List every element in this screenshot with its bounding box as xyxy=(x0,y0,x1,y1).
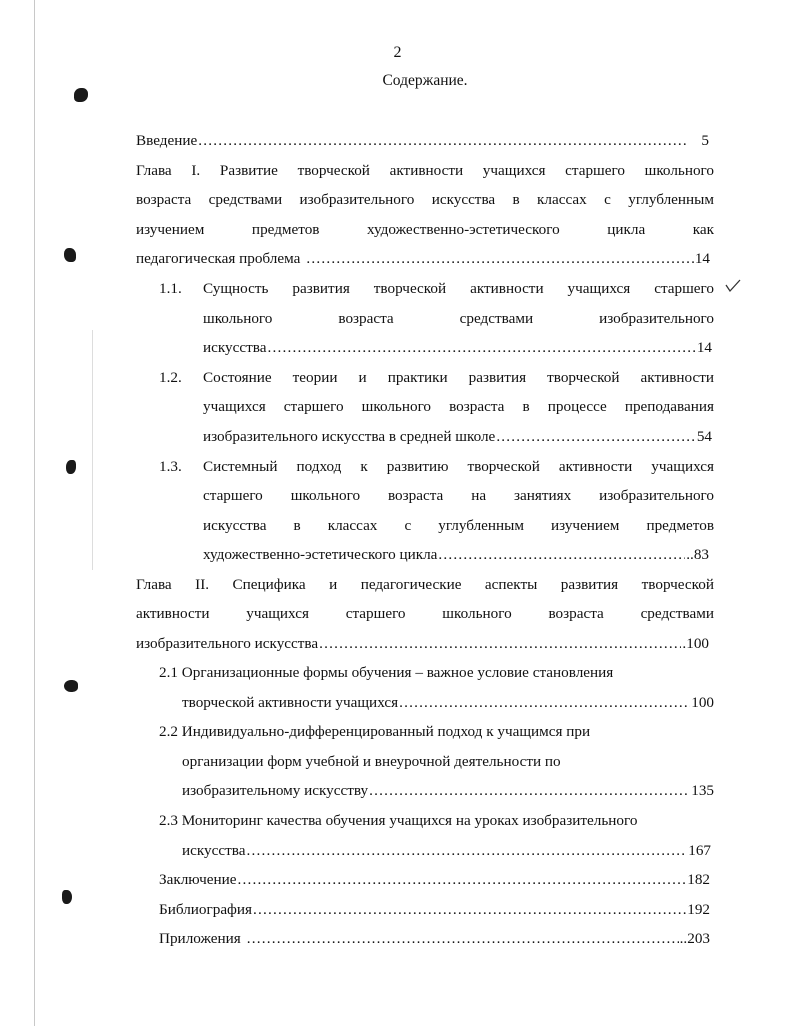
toc-label: Введение xyxy=(136,132,198,149)
binder-hole-mark xyxy=(62,890,72,904)
toc-chapter-1-line: Глава I. Развитие творческой активности учащихся старшего школьного xyxy=(136,162,714,179)
toc-section-1-1-last-line xyxy=(203,338,712,358)
dot-leader xyxy=(198,131,688,151)
toc-label: творческой активности учащихся xyxy=(182,694,399,711)
toc-label: Библиография xyxy=(159,901,253,918)
toc-page: 192 xyxy=(687,901,710,918)
page-number: 2 xyxy=(393,44,402,61)
toc-chapter-2-last-line xyxy=(136,634,709,654)
toc-label: искусства xyxy=(182,842,246,859)
dot-leader xyxy=(369,781,690,801)
dot-leader xyxy=(246,841,687,861)
toc-section-number: 1.3. xyxy=(159,458,182,475)
toc-label: изобразительного искусства в средней школе xyxy=(203,428,496,445)
binder-hole-mark xyxy=(66,460,76,474)
toc-section-2-1-last-line xyxy=(182,693,714,713)
toc-section-2-3-line: 2.3 Мониторинг качества обучения учащихся на уроках изобразительного xyxy=(159,812,638,829)
toc-label: Приложения xyxy=(159,930,241,947)
toc-page: 14 xyxy=(694,250,710,267)
toc-page: ..83 xyxy=(686,546,709,563)
scan-edge-line xyxy=(92,330,93,570)
toc-entry-conclusion xyxy=(159,870,710,890)
dot-leader xyxy=(438,545,685,565)
toc-chapter-1-line: возраста средствами изобразительного искусства в классах с углубленным xyxy=(136,191,714,208)
toc-label: изобразительному искусству xyxy=(182,782,369,799)
toc-page: 54 xyxy=(696,428,712,445)
toc-chapter-2-line: Глава II. Специфика и педагогические аспекты развития творческой xyxy=(136,576,714,593)
binder-hole-mark xyxy=(64,248,76,262)
toc-label: педагогическая проблема xyxy=(136,250,301,267)
toc-label: изобразительного искусства xyxy=(136,635,319,652)
toc-section-1-3-line: Системный подход к развитию творческой активности учащихся xyxy=(203,458,714,475)
toc-section-2-1-line: 2.1 Организационные формы обучения – важное условие становления xyxy=(159,664,614,681)
toc-section-1-1-line: Сущность развития творческой активности учащихся старшего xyxy=(203,280,714,297)
toc-page: 167 xyxy=(688,842,711,859)
binder-hole-mark xyxy=(64,680,78,692)
toc-label: Заключение xyxy=(159,871,237,888)
page-title: Содержание. xyxy=(382,72,468,89)
toc-section-1-3-line: искусства в классах с углубленным изучением предметов xyxy=(203,517,714,534)
toc-section-1-3-last-line xyxy=(203,545,709,565)
dot-leader xyxy=(237,870,686,890)
toc-section-number: 1.1. xyxy=(159,280,182,297)
dot-leader xyxy=(253,900,686,920)
toc-entry-intro xyxy=(136,131,709,151)
toc-label: художественно-эстетического цикла xyxy=(203,546,438,563)
toc-section-1-1-line: школьного возраста средствами изобразительного xyxy=(203,310,714,327)
toc-entry-appendix xyxy=(159,929,710,949)
toc-page: ..203 xyxy=(679,930,710,947)
toc-section-2-2-line: 2.2 Индивидуально-дифференцированный подход к учащимся при xyxy=(159,723,591,740)
toc-label: искусства xyxy=(203,339,267,356)
dot-leader xyxy=(247,929,679,949)
checkmark-icon xyxy=(725,279,741,293)
dot-leader xyxy=(267,338,695,358)
dot-leader xyxy=(496,427,696,447)
dot-leader xyxy=(399,693,690,713)
toc-chapter-1-last-line xyxy=(136,249,710,269)
toc-section-number: 1.2. xyxy=(159,369,182,386)
dot-leader xyxy=(319,634,681,654)
toc-section-1-3-line: старшего школьного возраста на занятиях изобразительного xyxy=(203,487,714,504)
toc-entry-bibliography xyxy=(159,900,710,920)
binder-hole-mark xyxy=(74,88,88,102)
toc-page: 100 xyxy=(691,694,714,711)
toc-section-1-2-last-line xyxy=(203,427,712,447)
toc-page: 135 xyxy=(691,782,714,799)
toc-page: 14 xyxy=(696,339,712,356)
toc-page: 5 xyxy=(701,132,709,149)
toc-section-2-2-line: организации форм учебной и внеурочной деятельности по xyxy=(182,753,561,770)
toc-page: .100 xyxy=(682,635,709,652)
toc-section-1-2-line: Состояние теории и практики развития творческой активности xyxy=(203,369,714,386)
scan-edge-line xyxy=(34,0,35,1026)
toc-section-2-3-last-line xyxy=(182,841,711,861)
toc-section-2-2-last-line xyxy=(182,781,714,801)
dot-leader xyxy=(306,249,693,269)
toc-chapter-2-line: активности учащихся старшего школьного возраста средствами xyxy=(136,605,714,622)
toc-section-1-2-line: учащихся старшего школьного возраста в процессе преподавания xyxy=(203,398,714,415)
toc-chapter-1-line: изучением предметов художественно-эстетического цикла как xyxy=(136,221,714,238)
toc-page: 182 xyxy=(687,871,710,888)
